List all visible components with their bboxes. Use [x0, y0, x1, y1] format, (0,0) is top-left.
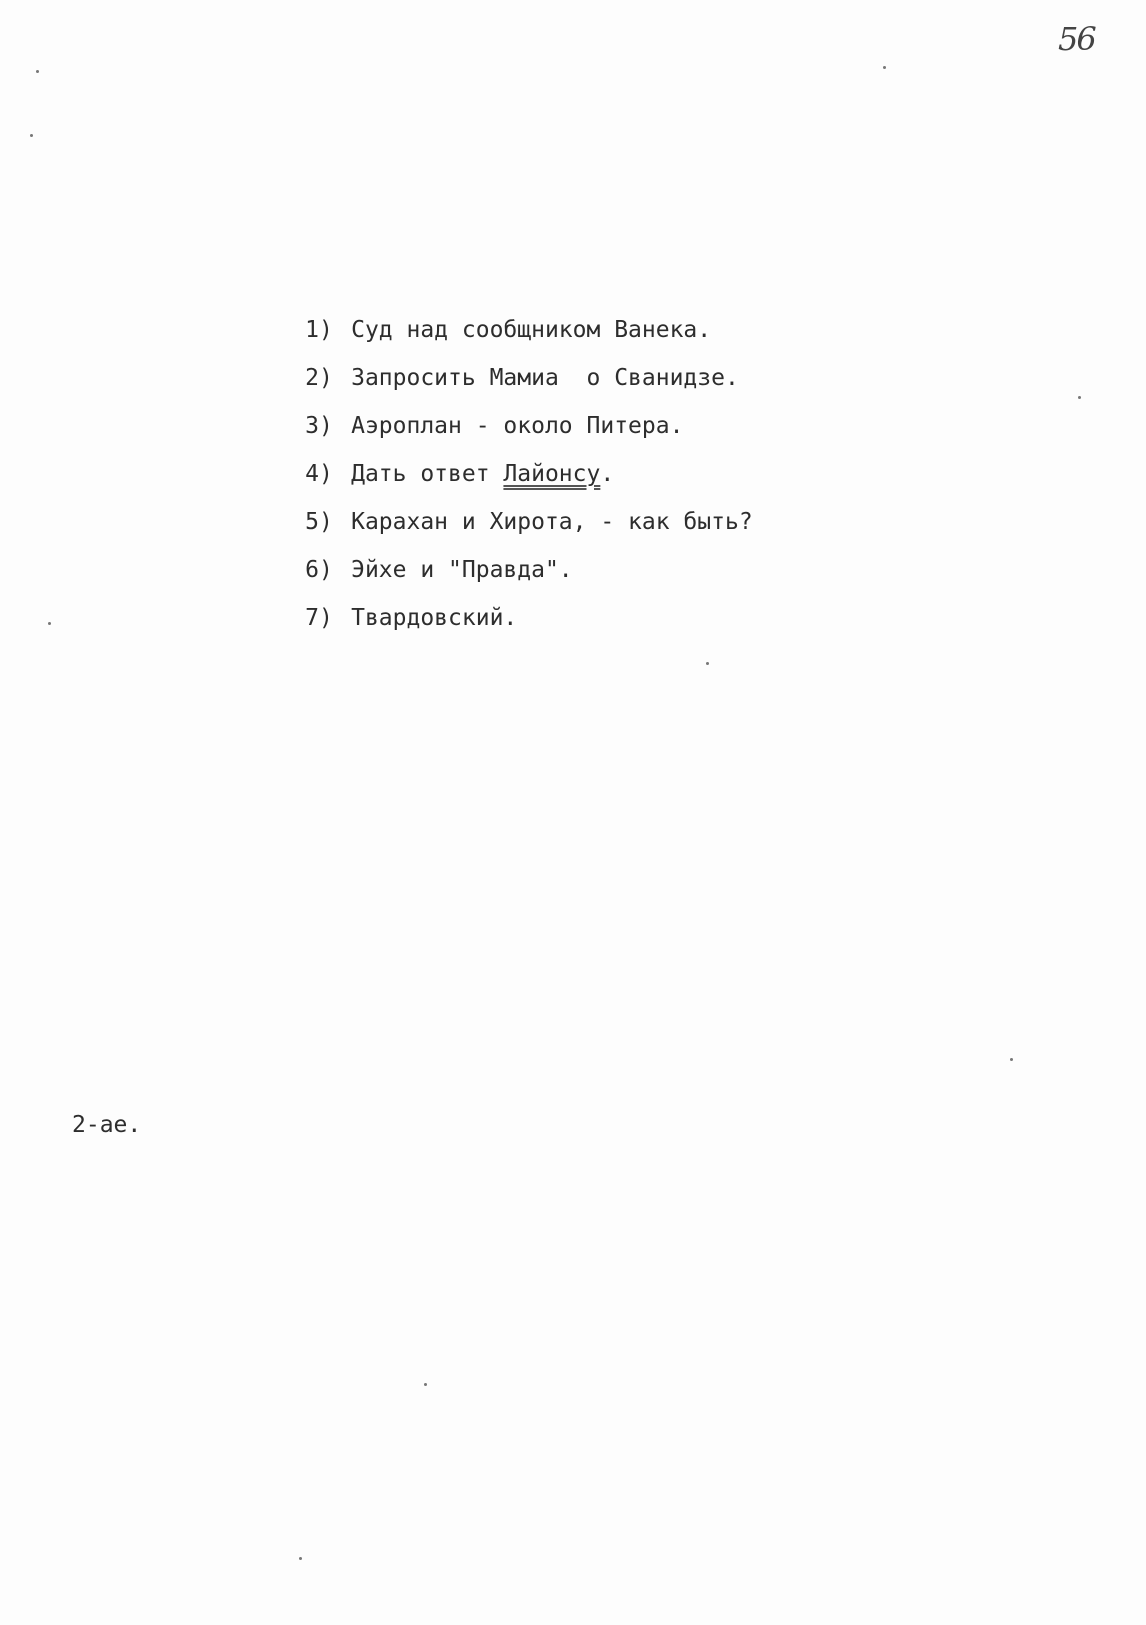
item-text: Твардовский. [351, 605, 518, 631]
item-text: Аэроплан - около Питера. [351, 413, 684, 439]
item-number: 1) [305, 317, 333, 343]
item-number: 7) [305, 605, 333, 631]
paper-speck [883, 66, 886, 69]
item-number: 2) [305, 365, 333, 391]
paper-speck [706, 662, 709, 665]
item-text: Дать ответ [351, 461, 504, 487]
paper-speck [30, 134, 33, 137]
paper-speck [48, 622, 51, 625]
paper-speck [36, 70, 39, 73]
agenda-list [222, 258, 753, 631]
agenda-item [222, 258, 753, 343]
item-number: 3) [305, 413, 333, 439]
item-text-end: . [600, 461, 615, 487]
item-text: Запросить Мамиа о Сванидзе. [351, 365, 739, 391]
item-text: Карахан и Хирота, - как быть? [351, 509, 753, 535]
underlined-word: Лайонсу [503, 461, 601, 487]
item-text: Суд над сообщником Ванека. [351, 317, 712, 343]
paper-speck [299, 1557, 302, 1560]
item-number: 5) [305, 509, 333, 535]
footer-mark: 2-ае. [72, 1112, 142, 1138]
item-number: 4) [305, 461, 333, 487]
item-number: 6) [305, 557, 333, 583]
item-text: Эйхе и "Правда". [351, 557, 573, 583]
paper-speck [1010, 1058, 1013, 1061]
paper-speck [1078, 396, 1081, 399]
paper-speck [424, 1383, 427, 1386]
handwritten-page-number: 56 [1058, 20, 1095, 58]
